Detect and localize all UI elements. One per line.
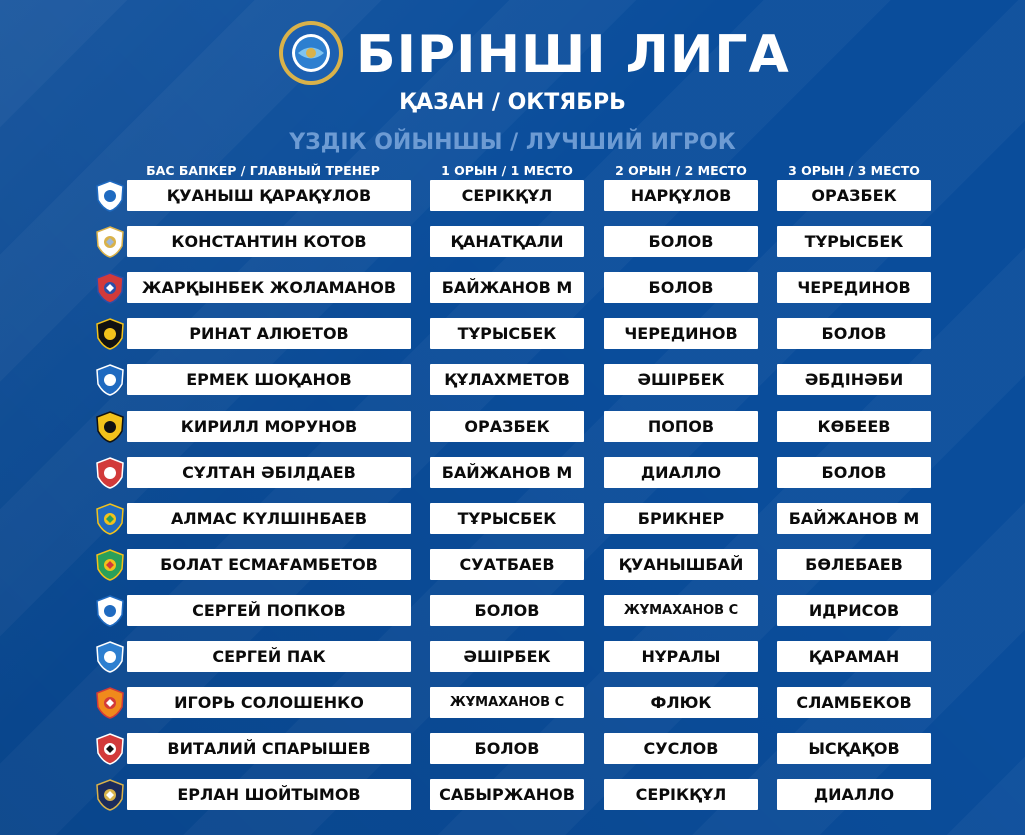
- first-place-player: ЖҰМАХАНОВ С: [430, 687, 584, 718]
- table-row: [0, 779, 1025, 811]
- first-place-player: ТҰРЫСБЕК: [430, 503, 584, 534]
- third-place-player: ИДРИСОВ: [777, 595, 931, 626]
- second-place-player: ЧЕРЕДИНОВ: [604, 318, 758, 349]
- table-row: [0, 457, 1025, 489]
- table-row: [0, 318, 1025, 350]
- first-place-player: ӘШІРБЕК: [430, 641, 584, 672]
- third-place-player: ЫСҚАҚОВ: [777, 733, 931, 764]
- first-place-player: БОЛОВ: [430, 595, 584, 626]
- club-badge-blue-striped-icon: [95, 641, 125, 673]
- club-badge-yellow-black-icon: [95, 411, 125, 443]
- first-place-player: ОРАЗБЕК: [430, 411, 584, 442]
- third-place-player: БОЛОВ: [777, 318, 931, 349]
- coach-name: ЕРМЕК ШОҚАНОВ: [127, 364, 411, 395]
- column-header-third: 3 ОРЫН / 3 МЕСТО: [788, 163, 920, 178]
- table-row: [0, 503, 1025, 535]
- first-place-player: БОЛОВ: [430, 733, 584, 764]
- coach-name: АЛМАС КҮЛШІНБАЕВ: [127, 503, 411, 534]
- club-badge-red-blue-icon: [95, 272, 125, 304]
- coach-name: ҚУАНЫШ ҚАРАҚҰЛОВ: [127, 180, 411, 211]
- club-badge-blue-yellow-icon: [95, 503, 125, 535]
- table-row: [0, 687, 1025, 719]
- third-place-player: ҚАРАМАН: [777, 641, 931, 672]
- coach-name: БОЛАТ ЕСМАҒАМБЕТОВ: [127, 549, 411, 580]
- first-place-player: БАЙЖАНОВ М: [430, 457, 584, 488]
- award-subtitle: ҮЗДІК ОЙЫНШЫ / ЛУЧШИЙ ИГРОК: [289, 130, 736, 155]
- table-row: [0, 549, 1025, 581]
- first-place-player: ҚҰЛАХМЕТОВ: [430, 364, 584, 395]
- second-place-player: БОЛОВ: [604, 226, 758, 257]
- first-place-player: ҚАНАТҚАЛИ: [430, 226, 584, 257]
- second-place-player: НАРҚҰЛОВ: [604, 180, 758, 211]
- table-row: [0, 364, 1025, 396]
- column-header-second: 2 ОРЫН / 2 МЕСТО: [615, 163, 747, 178]
- table-row: [0, 595, 1025, 627]
- third-place-player: СЛАМБЕКОВ: [777, 687, 931, 718]
- club-badge-navy-gold-icon: [95, 779, 125, 811]
- club-badge-red-circle-icon: [95, 733, 125, 765]
- club-badge-red-white-icon: [95, 457, 125, 489]
- third-place-player: ӘБДІНӘБИ: [777, 364, 931, 395]
- club-badge-black-yellow-icon: [95, 318, 125, 350]
- coach-name: СЕРГЕЙ ПАК: [127, 641, 411, 672]
- coach-name: СЕРГЕЙ ПОПКОВ: [127, 595, 411, 626]
- club-badge-blue-white-icon: [95, 364, 125, 396]
- first-place-player: ТҰРЫСБЕК: [430, 318, 584, 349]
- header: [0, 0, 1025, 160]
- third-place-player: ЧЕРЕДИНОВ: [777, 272, 931, 303]
- coach-name: СҰЛТАН ӘБІЛДАЕВ: [127, 457, 411, 488]
- table-row: [0, 272, 1025, 304]
- third-place-player: ДИАЛЛО: [777, 779, 931, 810]
- club-badge-green-yellow-icon: [95, 549, 125, 581]
- third-place-player: КӨБЕЕВ: [777, 411, 931, 442]
- coach-name: ЖАРҚЫНБЕК ЖОЛАМАНОВ: [127, 272, 411, 303]
- coach-name: КОНСТАНТИН КОТОВ: [127, 226, 411, 257]
- column-header-coach: БАС БАПКЕР / ГЛАВНЫЙ ТРЕНЕР: [146, 163, 380, 178]
- first-place-player: СУАТБАЕВ: [430, 549, 584, 580]
- third-place-player: ТҰРЫСБЕК: [777, 226, 931, 257]
- second-place-player: ФЛЮК: [604, 687, 758, 718]
- third-place-player: БАЙЖАНОВ М: [777, 503, 931, 534]
- table-row: [0, 641, 1025, 673]
- second-place-player: ӘШІРБЕК: [604, 364, 758, 395]
- third-place-player: БӨЛЕБАЕВ: [777, 549, 931, 580]
- first-place-player: БАЙЖАНОВ М: [430, 272, 584, 303]
- second-place-player: ЖҰМАХАНОВ С: [604, 595, 758, 626]
- club-badge-white-gold-icon: [95, 226, 125, 258]
- second-place-player: ДИАЛЛО: [604, 457, 758, 488]
- table-row: [0, 733, 1025, 765]
- second-place-player: БРИКНЕР: [604, 503, 758, 534]
- third-place-player: БОЛОВ: [777, 457, 931, 488]
- second-place-player: ПОПОВ: [604, 411, 758, 442]
- second-place-player: СУСЛОВ: [604, 733, 758, 764]
- coach-name: РИНАТ АЛЮЕТОВ: [127, 318, 411, 349]
- second-place-player: НҰРАЛЫ: [604, 641, 758, 672]
- league-logo-icon: [278, 20, 344, 86]
- club-badge-orange-red-icon: [95, 687, 125, 719]
- page-title: БІРІНШІ ЛИГА: [356, 25, 790, 85]
- club-badge-white-blue-round-icon: [95, 595, 125, 627]
- table-row: [0, 180, 1025, 212]
- first-place-player: САБЫРЖАНОВ: [430, 779, 584, 810]
- table-row: [0, 411, 1025, 443]
- coach-name: КИРИЛЛ МОРУНОВ: [127, 411, 411, 442]
- second-place-player: ҚУАНЫШБАЙ: [604, 549, 758, 580]
- club-badge-white-blue-icon: [95, 180, 125, 212]
- second-place-player: СЕРІКҚҰЛ: [604, 779, 758, 810]
- month-label: ҚАЗАН / ОКТЯБРЬ: [399, 90, 626, 115]
- coach-name: ЕРЛАН ШОЙТЫМОВ: [127, 779, 411, 810]
- coach-name: ИГОРЬ СОЛОШЕНКО: [127, 687, 411, 718]
- column-header-first: 1 ОРЫН / 1 МЕСТО: [441, 163, 573, 178]
- third-place-player: ОРАЗБЕК: [777, 180, 931, 211]
- table-row: [0, 226, 1025, 258]
- first-place-player: СЕРІКҚҰЛ: [430, 180, 584, 211]
- second-place-player: БОЛОВ: [604, 272, 758, 303]
- coach-name: ВИТАЛИЙ СПАРЫШЕВ: [127, 733, 411, 764]
